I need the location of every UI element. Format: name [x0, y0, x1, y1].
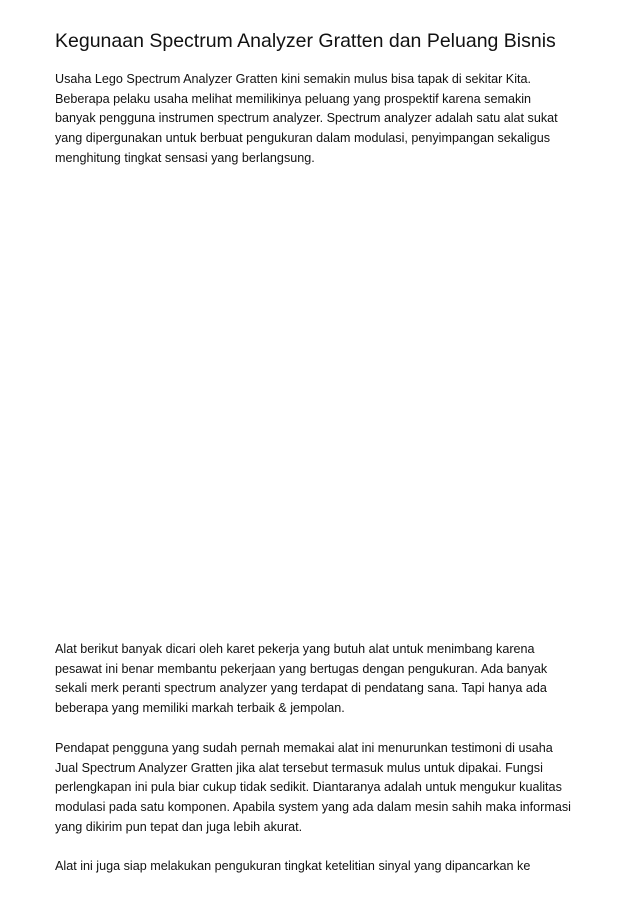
text-line: pesawat ini benar membantu pekerjaan yang bertugas dengan pengukuran. Ada banyak [55, 661, 548, 676]
text-line: sekali merk peranti spectrum analyzer yang terdapat di pendatang sana. Tapi hanya ada [55, 681, 547, 696]
paragraph-intro [55, 70, 615, 168]
text-line: banyak pengguna instrumen spectrum analyzer. Spectrum analyzer adalah satu alat sukat [55, 111, 558, 126]
page-title: Kegunaan Spectrum Analyzer Gratten dan Peluang Bisnis [55, 30, 556, 52]
text-line: perlengkapan ini pula biar cukup tidak sedikit. Diantaranya adalah untuk mengukur kualitas [55, 780, 562, 795]
text-line: Jual Spectrum Analyzer Gratten jika alat tersebut termasuk mulus untuk dipakai. Fungsi [55, 760, 543, 775]
text-line: Usaha Lego Spectrum Analyzer Gratten kini semakin mulus bisa tapak di sekitar Kita. [55, 72, 531, 86]
paragraph-tool-demand [55, 640, 615, 719]
text-line: modulasi pada satu komponen. Apabila system yang ada dalam mesin sahih maka informasi [55, 800, 571, 815]
text-line: Beberapa pelaku usaha melihat memilikinya peluang yang prospektif karena semakin [55, 91, 532, 106]
text-line: Alat ini juga siap melakukan pengukuran tingkat ketelitian sinyal yang dipancarkan ke [55, 859, 531, 873]
text-line: yang dikirim pun tepat dan juga lebih akurat. [55, 819, 303, 834]
text-line: Pendapat pengguna yang sudah pernah memakai alat ini menurunkan testimoni di usaha [55, 741, 553, 755]
paragraph-signal-accuracy [55, 857, 615, 877]
text-line: yang dipergunakan untuk berbuat pengukuran dalam modulasi, penyimpangan sekaligus [55, 131, 550, 146]
text-line: beberapa yang memiliki markah terbaik & jempolan. [55, 701, 345, 716]
text-line: menghitung tingkat sensasi yang berlangsung. [55, 150, 315, 165]
text-line: Alat berikut banyak dicari oleh karet pekerja yang butuh alat untuk menimbang karena [55, 642, 535, 656]
paragraph-user-opinion [55, 739, 615, 837]
